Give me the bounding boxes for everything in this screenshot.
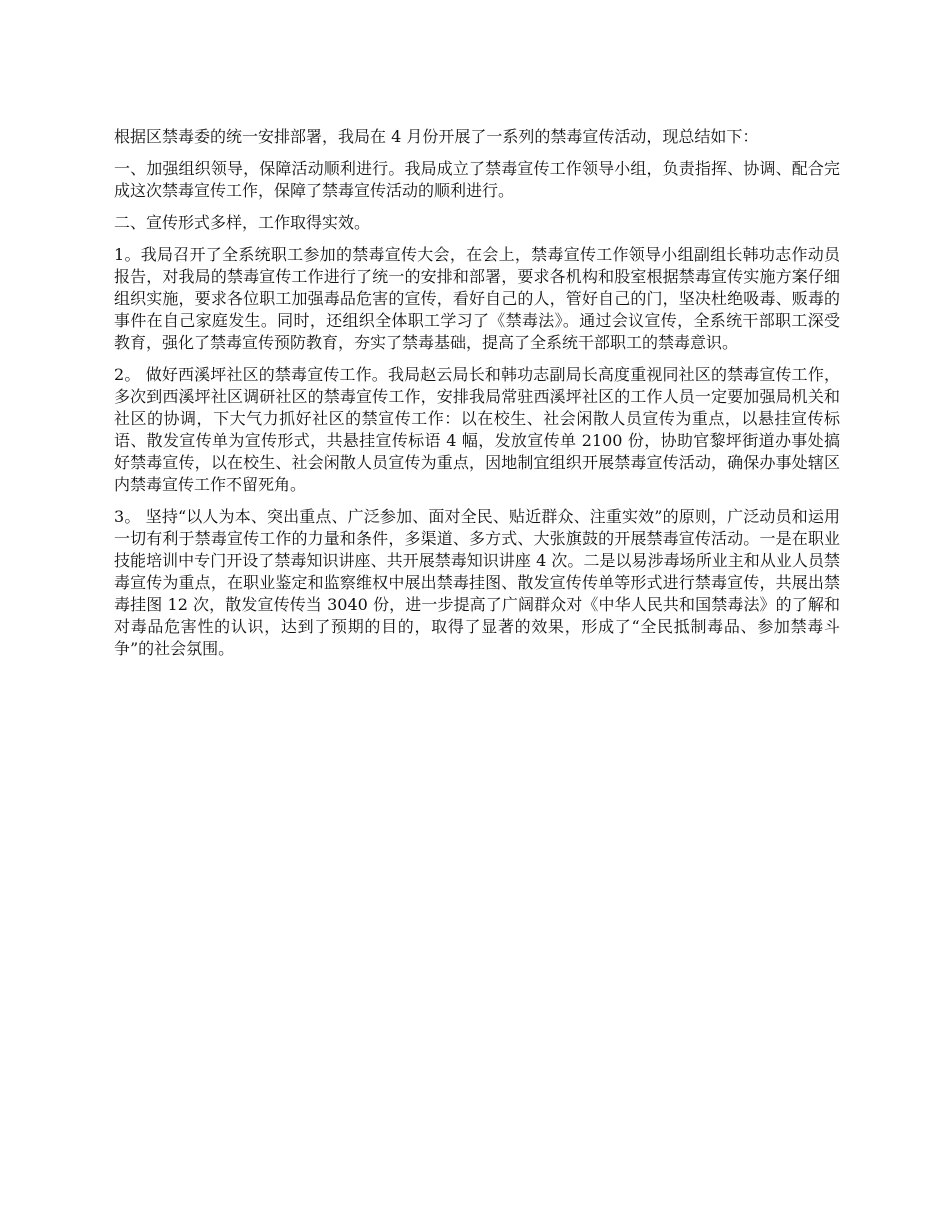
paragraph-item-3: 3。 坚持“以人为本、突出重点、广泛参加、面对全民、贴近群众、注重实效”的原则，广泛动员和运用一切有利于禁毒宣传工作的力量和条件，多渠道、多方式、大张旗鼓的开展禁毒宣传活动。一是在职业技能培训中专门开设了禁毒知识讲座、共开展禁毒知识讲座 4 次。二是以易涉毒场所业主和从业人员禁毒宣传为重点，在职业鉴定和监察维权中展出禁毒挂图、散发宣传传单等形式进行禁毒宣传，共展出禁毒挂图 12 次，散发宣传传当 3040 份，进一步提高了广阔群众对《中华人民共和国禁毒法》的了解和对毒品危害性的认识，达到了预期的目的，取得了显著的效果，形成了“全民抵制毒品、参加禁毒斗争”的社会氛围。 — [114, 507, 840, 658]
paragraph-section-1: 一、加强组织领导，保障活动顺利进行。我局成立了禁毒宣传工作领导小组，负责指挥、协调、配合完成这次禁毒宣传工作，保障了禁毒宣传活动的顺利进行。 — [114, 159, 840, 200]
paragraph-intro: 根据区禁毒委的统一安排部署，我局在 4 月份开展了一系列的禁毒宣传活动，现总结如下： — [114, 127, 759, 146]
paragraph-item-2: 2。 做好西溪坪社区的禁毒宣传工作。我局赵云局长和韩功志副局长高度重视同社区的禁毒宣传工作，多次到西溪坪社区调研社区的禁毒宣传工作，安排我局常驻西溪坪社区的工作人员一定要加强局机关和社区的协调，下大气力抓好社区的禁宣传工作：以在校生、社会闲散人员宣传为重点，以悬挂宣传标语、散发宣传单为宣传形式，共悬挂宣传标语 4 幅，发放宣传单 2100 份，协助官黎坪街道办事处搞好禁毒宣传，以在校生、社会闲散人员宣传为重点，因地制宜组织开展禁毒宣传活动，确保办事处辖区内禁毒宣传工作不留死角。 — [114, 365, 840, 494]
paragraph-section-2: 二、宣传形式多样，工作取得实效。 — [114, 213, 371, 232]
document-body — [114, 126, 840, 670]
paragraph-item-1: 1。我局召开了全系统职工参加的禁毒宣传大会，在会上，禁毒宣传工作领导小组副组长韩功志作动员报告，对我局的禁毒宣传工作进行了统一的安排和部署，要求各机构和股室根据禁毒宣传实施方案仔细组织实施，要求各位职工加强毒品危害的宣传，看好自己的人，管好自己的门，坚决杜绝吸毒、贩毒的事件在自己家庭发生。同时，还组织全体职工学习了《禁毒法》。通过会议宣传，全系统干部职工深受教育，强化了禁毒宣传预防教育，夯实了禁毒基础，提高了全系统干部职工的禁毒意识。 — [114, 245, 840, 352]
